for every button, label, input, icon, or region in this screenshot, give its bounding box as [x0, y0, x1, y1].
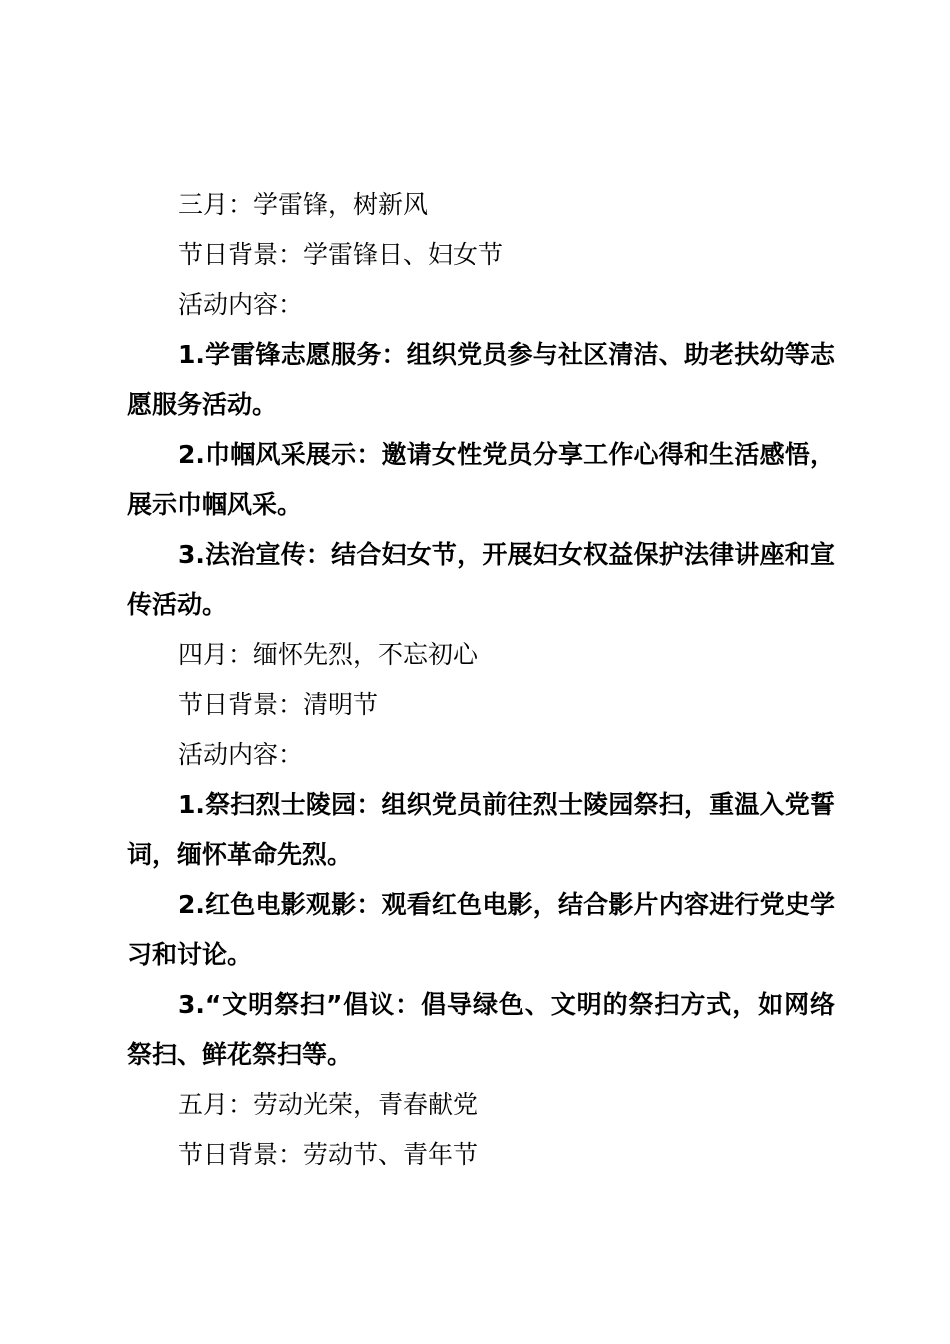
month-heading-march: 三月：学雷锋，树新风	[178, 190, 429, 219]
festival-background-march: 节日背景：学雷锋日、妇女节	[178, 240, 504, 269]
march-activity-2: 2.巾帼风采展示：邀请女性党员分享工作心得和生活感悟，展示巾帼风采。	[127, 440, 835, 519]
activity-content-label-april: 活动内容：	[178, 740, 304, 769]
march-activity-1: 1.学雷锋志愿服务：组织党员参与社区清洁、助老扶幼等志愿服务活动。	[127, 340, 835, 419]
month-heading-may: 五月：劳动光荣，青春献党	[178, 1090, 479, 1119]
festival-background-april: 节日背景：清明节	[178, 690, 379, 719]
festival-background-may: 节日背景：劳动节、青年节	[178, 1140, 479, 1169]
april-activity-3: 3.“文明祭扫”倡议：倡导绿色、文明的祭扫方式，如网络祭扫、鲜花祭扫等。	[127, 990, 835, 1069]
document-body	[127, 180, 835, 1180]
april-activity-1: 1.祭扫烈士陵园：组织党员前往烈士陵园祭扫，重温入党誓词，缅怀革命先烈。	[127, 790, 835, 869]
april-activity-2: 2.红色电影观影：观看红色电影，结合影片内容进行党史学习和讨论。	[127, 890, 835, 969]
march-activity-3: 3.法治宣传：结合妇女节，开展妇女权益保护法律讲座和宣传活动。	[127, 540, 835, 619]
activity-content-label-march: 活动内容：	[178, 290, 304, 319]
month-heading-april: 四月：缅怀先烈，不忘初心	[178, 640, 479, 669]
